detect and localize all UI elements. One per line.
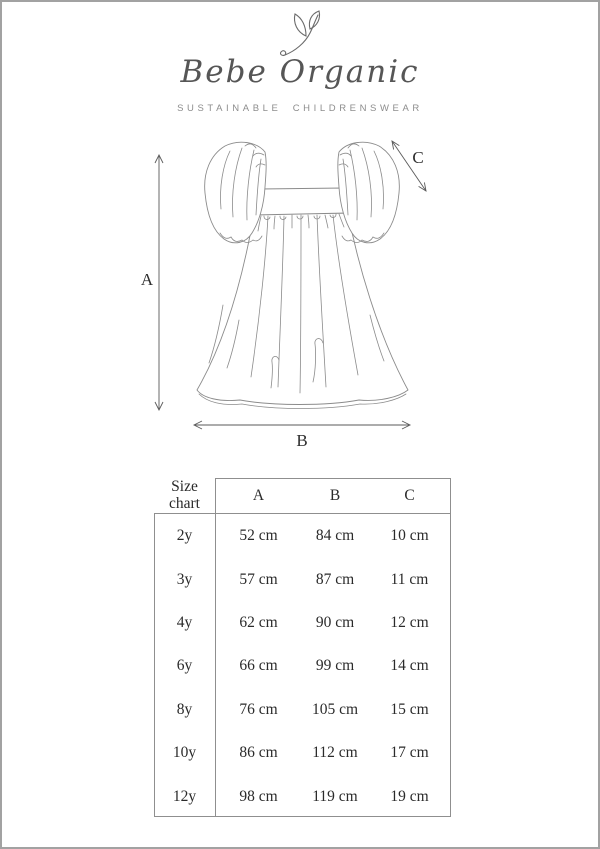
measurement-a-value: 62 cm <box>239 614 278 632</box>
measurement-a-label: A <box>140 270 154 289</box>
size-label: 4y <box>176 614 193 632</box>
measurement-a-value: 52 cm <box>239 527 278 545</box>
leaf-branch-icon <box>278 10 324 58</box>
table-border-right <box>450 478 451 817</box>
size-label: 8y <box>176 700 193 718</box>
measurement-a-value: 66 cm <box>239 657 278 675</box>
measurement-b-value: 105 cm <box>311 700 359 718</box>
measurement-c-value: 12 cm <box>390 614 429 632</box>
measurement-b-value: 119 cm <box>312 787 358 805</box>
measurement-c-value: 19 cm <box>390 787 429 805</box>
measurement-arrow-b <box>194 421 410 429</box>
measurement-b-value: 84 cm <box>315 527 355 545</box>
measurement-c-value: 15 cm <box>390 700 429 718</box>
size-chart-title: Size chart <box>169 477 200 512</box>
table-border-bottom <box>154 816 451 817</box>
size-label: 12y <box>172 787 197 805</box>
measurement-a-value: 98 cm <box>239 787 278 805</box>
size-chart-table <box>154 478 451 817</box>
size-label: 3y <box>176 570 193 588</box>
measurement-a-value: 76 cm <box>239 700 278 718</box>
size-label: 6y <box>176 657 193 675</box>
measurement-arrow-a <box>155 155 163 410</box>
table-border-size-column <box>215 478 216 817</box>
measurement-c-label: C <box>412 148 424 167</box>
size-label: 10y <box>172 744 197 762</box>
measurement-b-value: 90 cm <box>315 614 355 632</box>
dress-measurement-diagram <box>127 135 457 450</box>
measurement-b-value: 99 cm <box>315 657 355 675</box>
measurement-c-value: 14 cm <box>390 657 429 675</box>
table-border-header-top <box>215 478 451 479</box>
measurement-b-label: B <box>296 431 308 450</box>
table-border-header-bottom <box>154 513 451 514</box>
measurement-c-value: 17 cm <box>390 744 429 762</box>
table-border-left <box>154 513 155 817</box>
column-header-c: C <box>404 486 415 504</box>
measurement-a-value: 57 cm <box>239 570 278 588</box>
brand-tagline: SUSTAINABLE CHILDRENSWEAR <box>177 103 423 114</box>
measurement-a-value: 86 cm <box>239 744 278 762</box>
measurement-b-value: 112 cm <box>312 744 358 762</box>
size-label: 2y <box>176 527 193 545</box>
dress-skirt <box>197 213 408 409</box>
measurement-b-value: 87 cm <box>315 570 355 588</box>
column-header-b: B <box>329 486 341 504</box>
measurement-c-value: 10 cm <box>390 527 429 545</box>
measurement-c-value: 11 cm <box>390 570 429 588</box>
brand-name: Bebe Organic <box>180 54 420 90</box>
column-header-a: A <box>252 486 265 504</box>
